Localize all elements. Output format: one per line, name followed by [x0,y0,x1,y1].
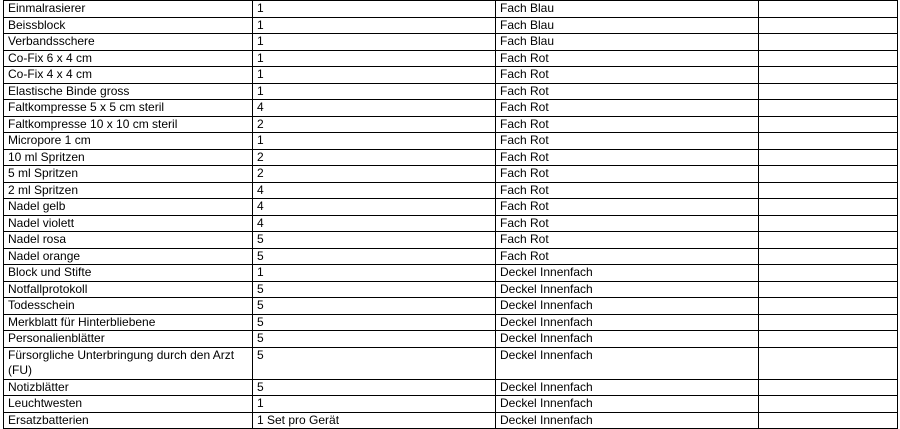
cell-notes [759,116,898,133]
cell-location: Fach Blau [496,1,759,18]
cell-quantity: 5 [253,331,496,348]
table-row [4,149,898,166]
cell-location: Fach Rot [496,50,759,67]
cell-notes [759,248,898,265]
cell-notes [759,331,898,348]
table-row [4,331,898,348]
table-row [4,67,898,84]
cell-item-name: Leuchtwesten [4,396,253,413]
table-row [4,215,898,232]
cell-location: Fach Rot [496,215,759,232]
cell-location: Fach Rot [496,248,759,265]
cell-location: Fach Rot [496,67,759,84]
cell-location: Fach Rot [496,149,759,166]
cell-item-name: Co-Fix 4 x 4 cm [4,67,253,84]
cell-item-name: Nadel gelb [4,199,253,216]
cell-location: Deckel Innenfach [496,314,759,331]
table-row [4,100,898,117]
cell-quantity: 5 [253,314,496,331]
cell-quantity: 4 [253,215,496,232]
cell-notes [759,379,898,396]
table-row [4,34,898,51]
cell-quantity: 4 [253,100,496,117]
cell-notes [759,182,898,199]
table-row [4,379,898,396]
cell-item-name: Notizblätter [4,379,253,396]
inventory-table [3,0,898,429]
table-row [4,182,898,199]
cell-quantity: 4 [253,199,496,216]
table-row [4,133,898,150]
cell-quantity: 5 [253,232,496,249]
cell-item-name: Beissblock [4,17,253,34]
cell-notes [759,412,898,429]
cell-notes [759,199,898,216]
cell-item-name: 10 ml Spritzen [4,149,253,166]
cell-notes [759,281,898,298]
cell-location: Deckel Innenfach [496,396,759,413]
table-row [4,17,898,34]
cell-quantity: 5 [253,248,496,265]
cell-quantity: 1 [253,34,496,51]
cell-quantity: 4 [253,182,496,199]
cell-quantity: 1 [253,396,496,413]
cell-quantity: 1 [253,67,496,84]
cell-location: Deckel Innenfach [496,379,759,396]
cell-quantity: 1 [253,50,496,67]
cell-notes [759,17,898,34]
cell-location: Deckel Innenfach [496,281,759,298]
cell-location: Fach Blau [496,17,759,34]
cell-quantity: 2 [253,166,496,183]
cell-notes [759,83,898,100]
cell-notes [759,67,898,84]
cell-quantity: 5 [253,298,496,315]
cell-quantity: 1 Set pro Gerät [253,412,496,429]
cell-location: Fach Rot [496,116,759,133]
cell-quantity: 5 [253,347,496,379]
cell-notes [759,166,898,183]
cell-quantity: 1 [253,83,496,100]
cell-item-name: Faltkompresse 10 x 10 cm steril [4,116,253,133]
cell-quantity: 1 [253,133,496,150]
cell-item-name: Co-Fix 6 x 4 cm [4,50,253,67]
cell-location: Fach Rot [496,133,759,150]
cell-item-name: Personalienblätter [4,331,253,348]
cell-notes [759,232,898,249]
table-row [4,50,898,67]
table-row [4,298,898,315]
cell-notes [759,298,898,315]
cell-item-name: 2 ml Spritzen [4,182,253,199]
cell-item-name: 5 ml Spritzen [4,166,253,183]
cell-notes [759,100,898,117]
cell-location: Fach Blau [496,34,759,51]
table-row [4,314,898,331]
cell-quantity: 2 [253,149,496,166]
cell-item-name: Elastische Binde gross [4,83,253,100]
cell-item-name: Nadel orange [4,248,253,265]
cell-quantity: 5 [253,281,496,298]
cell-item-name: Einmalrasierer [4,1,253,18]
cell-item-name: Verbandsschere [4,34,253,51]
table-row [4,396,898,413]
cell-notes [759,396,898,413]
cell-location: Deckel Innenfach [496,347,759,379]
table-row [4,412,898,429]
cell-notes [759,215,898,232]
cell-notes [759,347,898,379]
table-row [4,199,898,216]
cell-location: Fach Rot [496,100,759,117]
cell-location: Deckel Innenfach [496,412,759,429]
cell-notes [759,50,898,67]
table-row [4,281,898,298]
cell-notes [759,34,898,51]
table-row [4,265,898,282]
table-row [4,166,898,183]
table-row [4,232,898,249]
cell-item-name: Ersatzbatterien [4,412,253,429]
cell-item-name: Block und Stifte [4,265,253,282]
cell-item-name: Faltkompresse 5 x 5 cm steril [4,100,253,117]
cell-item-name: Nadel rosa [4,232,253,249]
cell-location: Fach Rot [496,199,759,216]
cell-quantity: 2 [253,116,496,133]
cell-notes [759,314,898,331]
table-row [4,347,898,379]
table-row [4,83,898,100]
cell-location: Deckel Innenfach [496,331,759,348]
cell-item-name: Merkblatt für Hinterbliebene [4,314,253,331]
cell-item-name: Fürsorgliche Unterbringung durch den Arzt (FU) [4,347,253,379]
cell-item-name: Micropore 1 cm [4,133,253,150]
table-row [4,248,898,265]
cell-notes [759,133,898,150]
inventory-table-body [4,1,898,429]
cell-quantity: 5 [253,379,496,396]
cell-item-name: Nadel violett [4,215,253,232]
table-row [4,1,898,18]
cell-notes [759,1,898,18]
cell-quantity: 1 [253,265,496,282]
cell-quantity: 1 [253,17,496,34]
cell-notes [759,149,898,166]
cell-location: Fach Rot [496,83,759,100]
cell-location: Deckel Innenfach [496,265,759,282]
cell-notes [759,265,898,282]
cell-location: Deckel Innenfach [496,298,759,315]
cell-location: Fach Rot [496,166,759,183]
cell-location: Fach Rot [496,182,759,199]
table-row [4,116,898,133]
cell-location: Fach Rot [496,232,759,249]
cell-item-name: Notfallprotokoll [4,281,253,298]
cell-item-name: Todesschein [4,298,253,315]
cell-quantity: 1 [253,1,496,18]
